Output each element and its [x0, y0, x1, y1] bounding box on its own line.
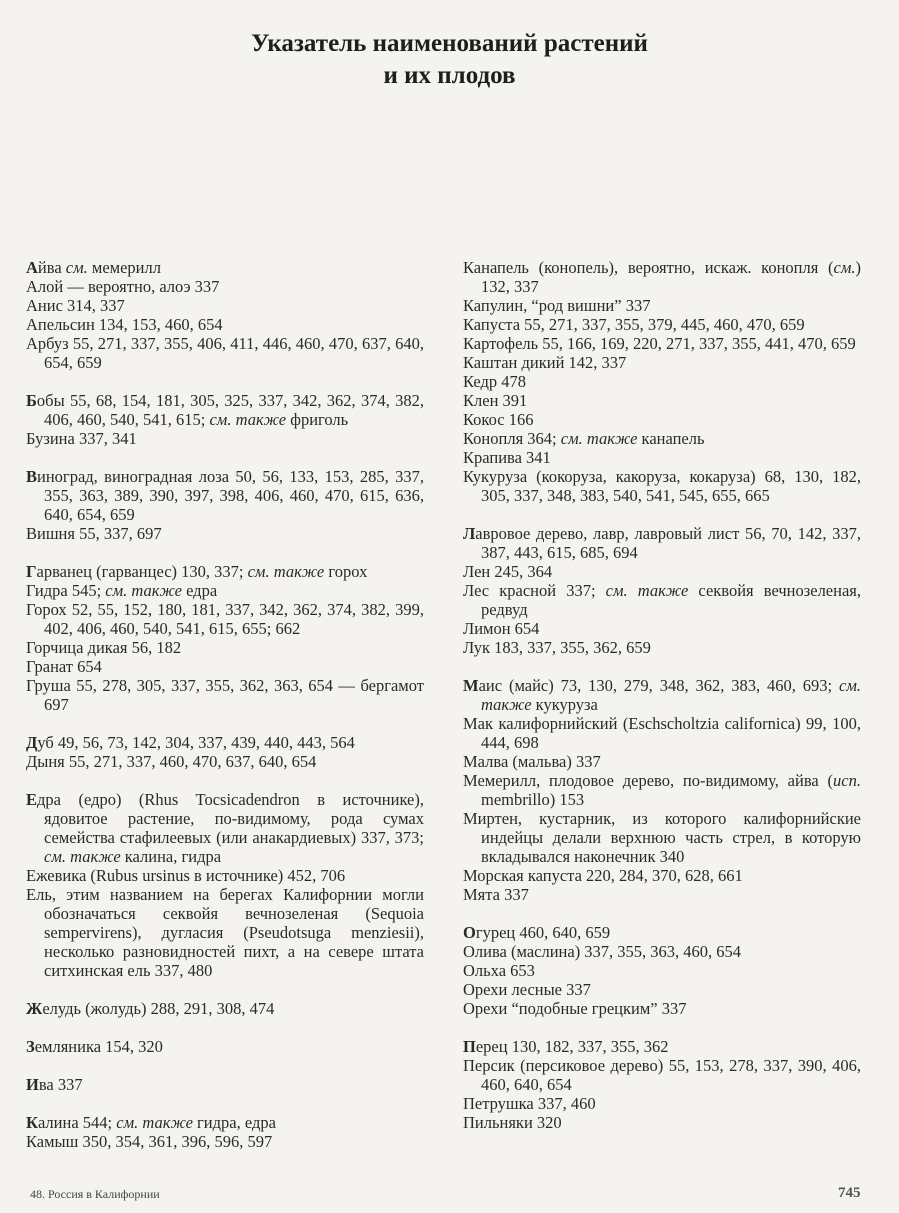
entry-text: Морская капуста 220, 284, 370, 628, 661 [463, 866, 743, 885]
index-entry [463, 714, 861, 752]
entry-initial: И [26, 1075, 39, 1094]
index-entry [463, 866, 861, 885]
entry-see-ref: см. также [105, 581, 182, 600]
index-entry [463, 410, 861, 429]
entry-text: Канапель (конопель), вероятно, искаж. конопля ( [463, 258, 834, 277]
entry-text: Конопля 364; [463, 429, 561, 448]
entry-initial: Е [26, 790, 38, 809]
index-entry [463, 923, 861, 942]
index-entry [463, 372, 861, 391]
entry-initial: Л [463, 524, 476, 543]
entry-text: обы 55, 68, 154, 181, 305, 325, 337, 342, 362, 374, 382, 406, 460, 540, 541, 615; [36, 391, 424, 429]
index-entry [26, 1075, 424, 1094]
entry-text: Пильняки 320 [463, 1113, 562, 1132]
entry-text: Петрушка 337, 460 [463, 1094, 596, 1113]
entry-text: Лук 183, 337, 355, 362, 659 [463, 638, 651, 657]
entry-text: Горчица дикая 56, 182 [26, 638, 182, 657]
index-entry [26, 752, 424, 771]
section-gap [463, 657, 861, 676]
index-entry [463, 334, 861, 353]
entry-text: Дыня 55, 271, 337, 460, 470, 637, 640, 654 [26, 752, 317, 771]
entry-text-tail: гидра, едра [192, 1113, 276, 1132]
entry-initial: Б [26, 391, 37, 410]
entry-see-ref: см. также [247, 562, 325, 581]
entry-text: ерец 130, 182, 337, 355, 362 [475, 1037, 669, 1056]
entry-text: Персик (персиковое дерево) 55, 153, 278, 337, 390, 406, 460, 640, 654 [463, 1056, 861, 1094]
section-gap [463, 1018, 861, 1037]
index-entry [26, 258, 424, 277]
index-entry [26, 790, 424, 866]
entry-see-ref: исп. [833, 771, 861, 790]
page-title [0, 28, 899, 92]
entry-text: Кукуруза (кокоруза, какоруза, кокаруза) 68, 130, 182, 305, 337, 348, 383, 540, 541, 545, 655, 665 [463, 467, 861, 505]
entry-initial: Д [26, 733, 38, 752]
index-entry [463, 296, 861, 315]
section-gap [26, 771, 424, 790]
entry-text: Мята 337 [463, 885, 529, 904]
entry-text: елудь (жолудь) 288, 291, 308, 474 [42, 999, 275, 1018]
entry-text: Гидра 545; [26, 581, 106, 600]
index-entry [26, 733, 424, 752]
entry-text: Бузина 337, 341 [26, 429, 137, 448]
index-entry [26, 676, 424, 714]
entry-initial: К [26, 1113, 38, 1132]
entry-text: Камыш 350, 354, 361, 396, 596, 597 [26, 1132, 273, 1151]
title-line-1: Указатель наименований растений [251, 30, 648, 57]
entry-see-ref: см. также [605, 581, 689, 600]
section-gap [26, 372, 424, 391]
entry-text: Мемерилл, плодовое дерево, по-видимому, айва ( [463, 771, 834, 790]
index-entry [26, 391, 424, 429]
section-gap [463, 505, 861, 524]
section-gap [26, 980, 424, 999]
entry-initial: В [26, 467, 38, 486]
index-entry [26, 334, 424, 372]
entry-initial: Ж [26, 999, 43, 1018]
index-entry [26, 999, 424, 1018]
index-column-right [463, 258, 861, 1132]
entry-text: Лен 245, 364 [463, 562, 553, 581]
section-gap [26, 714, 424, 733]
entry-text: Ежевика (Rubus ursinus в источнике) 452, 706 [26, 866, 346, 885]
index-column-left [26, 258, 424, 1151]
index-entry [463, 448, 861, 467]
section-gap [463, 904, 861, 923]
index-entry [463, 429, 861, 448]
entry-text: Кокос 166 [463, 410, 534, 429]
entry-text: аис (майс) 73, 130, 279, 348, 362, 383, 460, 693; [478, 676, 840, 695]
index-entry [463, 809, 861, 866]
entry-text-tail: мемерилл [87, 258, 161, 277]
index-entry [463, 315, 861, 334]
entry-initial: О [463, 923, 476, 942]
index-entry [26, 581, 424, 600]
index-entry [26, 562, 424, 581]
entry-text: Лимон 654 [463, 619, 540, 638]
entry-see-ref: см. [65, 258, 88, 277]
entry-initial: М [463, 676, 479, 695]
entry-text: Анис 314, 337 [26, 296, 125, 315]
index-entry [463, 581, 861, 619]
index-entry [463, 752, 861, 771]
entry-text: иноград, виноградная лоза 50, 56, 133, 153, 285, 337, 355, 363, 389, 390, 397, 398, 406, 460, 470, 615, 636, 640, 654, 659 [37, 467, 424, 524]
index-entry [26, 657, 424, 676]
index-entry [463, 885, 861, 904]
index-entry [463, 980, 861, 999]
index-entry [26, 1037, 424, 1056]
entry-see-ref: см. также [481, 676, 861, 714]
index-entry [463, 524, 861, 562]
entry-see-ref: см. также [209, 410, 287, 429]
entry-text: уб 49, 56, 73, 142, 304, 337, 439, 440, 443, 564 [37, 733, 355, 752]
entry-text: авровое дерево, лавр, лавровый лист 56, 70, 142, 337, 387, 443, 615, 685, 694 [475, 524, 861, 562]
index-entry [463, 1113, 861, 1132]
index-entry [463, 1094, 861, 1113]
entry-see-ref: см. [833, 258, 856, 277]
entry-text: алина 544; [37, 1113, 117, 1132]
entry-text-tail: секвойя вечнозеленая, редвуд [481, 581, 861, 619]
index-entry [26, 600, 424, 638]
entry-text: дра (едро) (Rhus Tocsicadendron в источнике), ядовитое растение, по-видимому, рода сумах семейства стафилеевых (или анакардиевых) 337, 373; [37, 790, 424, 847]
index-entry [26, 1132, 424, 1151]
index-entry [463, 1037, 861, 1056]
entry-text-tail: канапель [637, 429, 705, 448]
entry-see-ref: см. также [560, 429, 638, 448]
section-gap [26, 448, 424, 467]
entry-text-tail: калина, гидра [120, 847, 222, 866]
index-entry [26, 315, 424, 334]
entry-initial: Г [26, 562, 37, 581]
entry-text: Ольха 653 [463, 961, 535, 980]
index-entry [463, 676, 861, 714]
entry-text: гурец 460, 640, 659 [475, 923, 611, 942]
entry-initial: П [463, 1037, 476, 1056]
index-entry [26, 638, 424, 657]
entry-text: емляника 154, 320 [34, 1037, 163, 1056]
title-line-2: и их плодов [383, 62, 516, 89]
entry-text-tail: membrillo) 153 [481, 790, 585, 809]
index-entry [463, 391, 861, 410]
entry-see-ref: см. также [116, 1113, 193, 1132]
entry-text: Лес красной 337; [463, 581, 606, 600]
index-entry [463, 353, 861, 372]
entry-text: Капулин, “род вишни” 337 [463, 296, 651, 315]
entry-text-tail: горох [324, 562, 368, 581]
entry-text-tail: ) 132, 337 [481, 258, 861, 296]
index-entry [26, 429, 424, 448]
index-entry [26, 866, 424, 885]
entry-text: Клен 391 [463, 391, 528, 410]
entry-text: Ель, этим названием на берегах Калифорнии могли обозначаться секвойя вечнозеленая (Sequoia sempervirens), дугласия (Pseudotsuga menziesii), несколько разновидностей пихт, а на севере штата ситхинская ель 337, 480 [26, 885, 424, 980]
entry-text: Крапива 341 [463, 448, 551, 467]
entry-see-ref: см. также [44, 847, 121, 866]
index-entry [26, 885, 424, 980]
entry-text: йва [37, 258, 66, 277]
index-entry [26, 524, 424, 543]
page-footer [0, 1185, 899, 1205]
index-entry [463, 619, 861, 638]
entry-text: Орехи “подобные грецким” 337 [463, 999, 687, 1018]
entry-text: Горох 52, 55, 152, 180, 181, 337, 342, 362, 374, 382, 399, 402, 406, 460, 540, 541, 615, 655; 662 [26, 600, 424, 638]
index-entry [463, 961, 861, 980]
entry-text-tail: кукуруза [531, 695, 598, 714]
entry-text-tail: фриголь [286, 410, 349, 429]
index-entry [463, 562, 861, 581]
section-gap [26, 1094, 424, 1113]
index-entry [463, 1056, 861, 1094]
entry-text-tail: едра [181, 581, 218, 600]
entry-initial: А [26, 258, 38, 277]
entry-text: Алой — вероятно, алоэ 337 [26, 277, 220, 296]
index-entry [463, 638, 861, 657]
entry-text: Капуста 55, 271, 337, 355, 379, 445, 460, 470, 659 [463, 315, 805, 334]
entry-text: Мак калифорнийский (Eschscholtzia californica) 99, 100, 444, 698 [463, 714, 861, 752]
printer-signature: 48. Россия в Калифорнии [30, 1187, 160, 1201]
entry-text: Апельсин 134, 153, 460, 654 [26, 315, 223, 334]
entry-initial: З [26, 1037, 35, 1056]
index-entry [463, 258, 861, 296]
section-gap [26, 1018, 424, 1037]
section-gap [26, 543, 424, 562]
entry-text: Кедр 478 [463, 372, 527, 391]
entry-text: Арбуз 55, 271, 337, 355, 406, 411, 446, 460, 470, 637, 640, 654, 659 [26, 334, 424, 372]
entry-text: ва 337 [38, 1075, 83, 1094]
index-entry [463, 999, 861, 1018]
entry-text: Картофель 55, 166, 169, 220, 271, 337, 355, 441, 470, 659 [463, 334, 856, 353]
index-entry [26, 296, 424, 315]
index-entry [26, 467, 424, 524]
entry-text: Миртен, кустарник, из которого калифорнийские индейцы делали верхнюю часть стрел, в которую вкладывался наконечник 340 [463, 809, 861, 866]
entry-text: Олива (маслина) 337, 355, 363, 460, 654 [463, 942, 742, 961]
entry-text: Малва (мальва) 337 [463, 752, 601, 771]
entry-text: Каштан дикий 142, 337 [463, 353, 627, 372]
entry-text: Вишня 55, 337, 697 [26, 524, 162, 543]
index-entry [463, 942, 861, 961]
index-entry [26, 277, 424, 296]
index-entry [463, 771, 861, 809]
section-gap [26, 1056, 424, 1075]
entry-text: Орехи лесные 337 [463, 980, 591, 999]
entry-text: Груша 55, 278, 305, 337, 355, 362, 363, 654 — бергамот 697 [26, 676, 424, 714]
entry-text: арванец (гарванцес) 130, 337; [36, 562, 248, 581]
index-entry [463, 467, 861, 505]
page-number: 745 [838, 1185, 861, 1201]
index-entry [26, 1113, 424, 1132]
entry-text: Гранат 654 [26, 657, 102, 676]
